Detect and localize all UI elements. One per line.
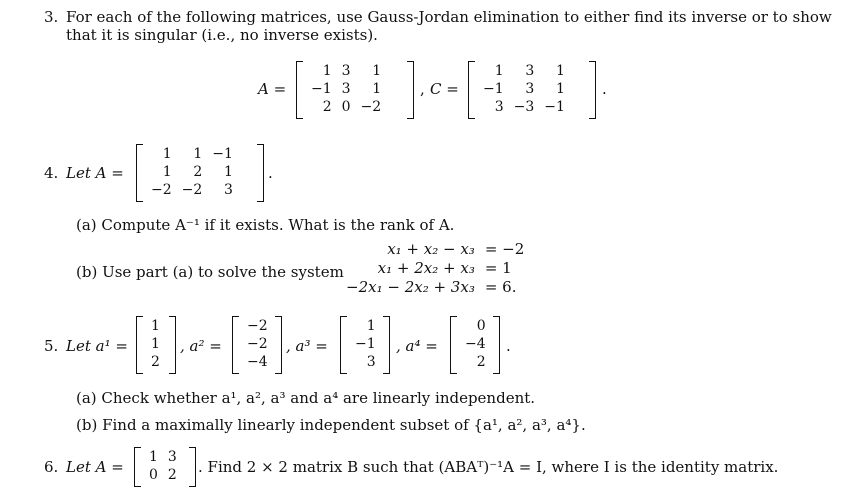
- matrix-c: [468, 61, 596, 119]
- equation-lhs: −2x₁ − 2x₂ + 3x₃: [346, 278, 475, 296]
- matrix-entry: 1: [162, 146, 172, 162]
- equation-lhs: x₁ + x₂ − x₃: [387, 240, 475, 258]
- matrix-entry: −2: [360, 99, 382, 115]
- vector-a2-label: , a² =: [180, 337, 222, 355]
- matrix-entry: −2: [151, 182, 172, 198]
- matrix-entry: 3: [224, 182, 233, 198]
- equation-rhs: = 1: [484, 259, 512, 277]
- matrix-entry: 1: [494, 63, 504, 79]
- matrix-entry: 1: [556, 63, 565, 79]
- problem-5-period: .: [506, 337, 511, 355]
- vector-entry: 2: [151, 354, 160, 370]
- matrix-row: [146, 181, 238, 199]
- vector-a3-label: , a³ =: [286, 337, 328, 355]
- vector-a4: [450, 316, 500, 374]
- matrix-entry: 1: [149, 449, 158, 465]
- matrix-entry: 1: [224, 164, 233, 180]
- matrix-row: [478, 80, 570, 98]
- matrix-6a: [134, 447, 196, 487]
- matrix-entry: 1: [193, 146, 203, 162]
- matrix-separator: ,: [420, 80, 425, 98]
- vector-a4-label: , a⁴ =: [396, 337, 438, 355]
- matrix-4a: [136, 144, 264, 202]
- vector-entry: −2: [247, 318, 268, 334]
- equation-lhs: x₁ + 2x₂ + x₃: [377, 259, 475, 277]
- problem-3-text-line1: For each of the following matrices, use Gauss-Jordan elimination to either find its inverse or to show: [66, 8, 832, 26]
- problem-4b-text: (b) Use part (a) to solve the system: [76, 263, 344, 281]
- matrix-row: [478, 62, 570, 80]
- matrix-entry: 3: [167, 449, 177, 465]
- vector-entry: −4: [465, 336, 486, 352]
- system-equation: [346, 278, 524, 297]
- vector-entry: 1: [366, 318, 376, 334]
- matrix-entry: 3: [341, 63, 351, 79]
- vector-entry: 1: [151, 336, 160, 352]
- matrix-row: [146, 145, 238, 163]
- matrix-entry: 3: [525, 63, 535, 79]
- vector-a2: [232, 316, 282, 374]
- matrix-entry: 1: [322, 63, 332, 79]
- system-equation: [346, 240, 524, 259]
- matrix-entry: −1: [483, 81, 504, 97]
- problem-5-number: 5.: [44, 337, 59, 355]
- matrix-entry: 0: [149, 467, 158, 483]
- problem-4a-text: (a) Compute A⁻¹ if it exists. What is the rank of A.: [76, 216, 455, 234]
- system-equation: [346, 259, 524, 278]
- matrix-entry: 1: [162, 164, 172, 180]
- problem-5a-text: (a) Check whether a¹, a², a³ and a⁴ are linearly independent.: [76, 389, 536, 407]
- matrix-entry: 3: [494, 99, 504, 115]
- matrix-row: [306, 98, 386, 116]
- matrix-entry: 1: [556, 81, 565, 97]
- equation-rhs: = −2: [484, 240, 525, 258]
- vector-entry: 1: [151, 318, 160, 334]
- vector-entry: −2: [247, 336, 268, 352]
- matrix-row: [306, 62, 386, 80]
- matrix-entry: 1: [372, 81, 382, 97]
- problem-5-let: Let a¹ =: [66, 337, 128, 355]
- matrix-a-label: A =: [258, 80, 287, 98]
- linear-system: [346, 240, 524, 297]
- matrix-row: [306, 80, 386, 98]
- matrix-c-label: C =: [430, 80, 459, 98]
- matrix-entry: 1: [372, 63, 382, 79]
- matrix-entry: 2: [322, 99, 332, 115]
- matrix-entry: 3: [341, 81, 351, 97]
- matrix-entry: 2: [167, 467, 177, 483]
- vector-entry: 0: [476, 318, 486, 334]
- problem-6-let: Let A =: [66, 458, 124, 476]
- equation-rhs: = 6.: [484, 278, 517, 296]
- problem-3-text-line2: that it is singular (i.e., no inverse exists).: [66, 26, 378, 44]
- matrix-entry: −2: [181, 182, 203, 198]
- matrix-entry: −1: [212, 146, 233, 162]
- problem-5b-text: (b) Find a maximally linearly independent subset of {a¹, a², a³, a⁴}.: [76, 416, 586, 434]
- matrix-row: [146, 163, 238, 181]
- problem-3-period: .: [602, 80, 607, 98]
- problem-4-let: Let A =: [66, 164, 124, 182]
- matrix-entry: 3: [525, 81, 535, 97]
- vector-entry: −4: [247, 354, 268, 370]
- vector-a1: [136, 316, 176, 374]
- matrix-entry: −3: [513, 99, 535, 115]
- matrix-entry: −1: [311, 81, 332, 97]
- matrix-entry: 0: [341, 99, 351, 115]
- vector-entry: 2: [476, 354, 486, 370]
- matrix-row: [144, 448, 182, 466]
- problem-3-number: 3.: [44, 8, 59, 26]
- matrix-row: [478, 98, 570, 116]
- matrix-row: [144, 466, 182, 484]
- vector-entry: 3: [366, 354, 376, 370]
- problem-6-text: . Find 2 × 2 matrix B such that (ABAᵀ)⁻¹A = I, where I is the identity matrix.: [198, 458, 779, 476]
- problem-4-period: .: [268, 164, 273, 182]
- problem-4-number: 4.: [44, 164, 59, 182]
- vector-a3: [340, 316, 390, 374]
- matrix-entry: −1: [544, 99, 565, 115]
- matrix-a: [296, 61, 414, 119]
- problem-6-number: 6.: [44, 458, 59, 476]
- vector-entry: −1: [355, 336, 376, 352]
- matrix-entry: 2: [193, 164, 203, 180]
